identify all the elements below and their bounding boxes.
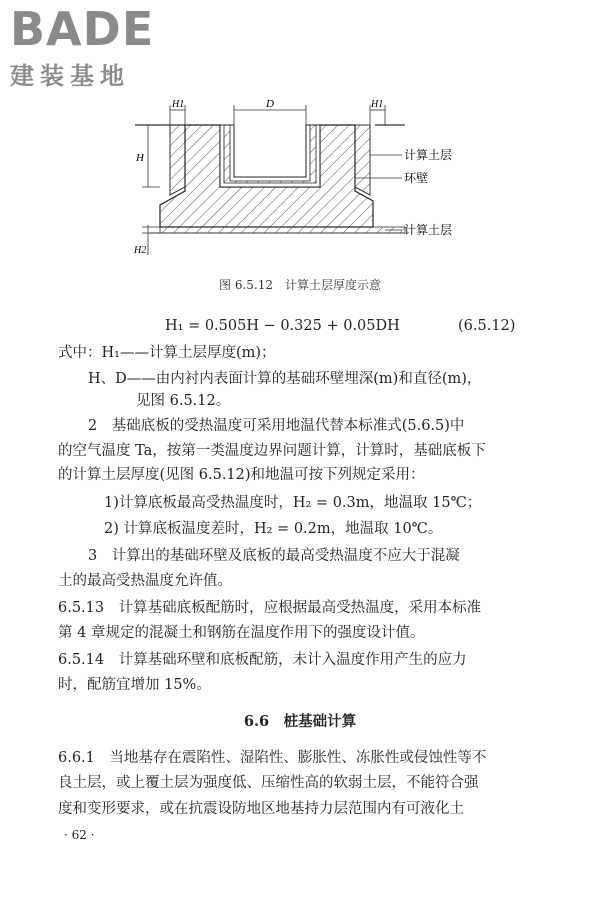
body-line: 时，配筋宜增加 15%。 bbox=[58, 677, 211, 693]
formula: H₁ = 0.505H − 0.325 + 0.05DH bbox=[165, 318, 400, 334]
body-line: 的空气温度 Ta，按第一类温度边界问题计算，计算时，基础底板下 bbox=[58, 443, 486, 459]
inner-lining bbox=[220, 125, 320, 187]
label-ring-wall: 环壁 bbox=[404, 171, 429, 185]
figure-caption: 图 6.5.12 计算土层厚度示意 bbox=[219, 278, 381, 292]
body-line: 良土层，或上覆土层为强度低、压缩性高的软弱土层，不能符合强 bbox=[58, 775, 479, 791]
body-line: 的计算土层厚度(见图 6.5.12)和地温可按下列规定采用： bbox=[58, 467, 425, 483]
label-h2: H2 bbox=[134, 245, 147, 256]
body-line: 2) 计算底板温度差时，H₂ = 0.2m，地温取 10℃。 bbox=[104, 521, 443, 537]
body-line: 2 基础底板的受热温度可采用地温代替本标准式(5.6.5)中 bbox=[88, 418, 465, 434]
body-line: 1)计算底板最高受热温度时，H₂ = 0.3m，地温取 15℃； bbox=[104, 495, 482, 511]
label-h: H bbox=[136, 152, 144, 164]
logo-latin: BADE bbox=[10, 2, 155, 56]
label-h1-right: H1 bbox=[371, 99, 384, 110]
calc-soil-right bbox=[355, 125, 370, 195]
foundation-figure bbox=[130, 95, 470, 265]
body-line: 度和变形要求，或在抗震设防地区地基持力层范围内有可液化土 bbox=[58, 801, 464, 817]
logo-chinese: 建装基地 bbox=[10, 62, 130, 90]
body-line: 6.5.13 计算基础底板配筋时，应根据最高受热温度，采用本标准 bbox=[58, 600, 482, 616]
body-line: 6.5.14 计算基础环壁和底板配筋，未计入温度作用产生的应力 bbox=[58, 652, 467, 668]
body-line: 土的最高受热温度允许值。 bbox=[58, 573, 232, 589]
calc-soil-left bbox=[170, 125, 185, 195]
calc-soil-bottom bbox=[160, 227, 405, 233]
body-line: 第 4 章规定的混凝土和钢筋在温度作用下的强度设计值。 bbox=[58, 625, 425, 641]
body-line: 6.6.1 当地基存在震陷性、湿陷性、膨胀性、冻胀性或侵蚀性等不 bbox=[58, 750, 487, 766]
body-line: 3 计算出的基础环壁及底板的最高受热温度不应大于混凝 bbox=[88, 548, 460, 564]
label-h1-left: H1 bbox=[172, 99, 185, 110]
label-d: D bbox=[266, 98, 274, 110]
label-calc-layer-bottom: 计算土层 bbox=[404, 223, 453, 237]
formula-number: (6.5.12) bbox=[458, 318, 516, 334]
logo bbox=[10, 2, 155, 91]
ring-wall-body bbox=[160, 125, 373, 227]
section-heading: 6.6 桩基础计算 bbox=[243, 713, 357, 730]
body-line: 式中：H₁——计算土层厚度(m)； bbox=[58, 345, 276, 361]
body-line: 见图 6.5.12。 bbox=[136, 393, 231, 409]
page-number: · 62 · bbox=[64, 828, 95, 842]
label-calc-layer-top: 计算土层 bbox=[404, 148, 453, 162]
body-line: H、D——由内衬内表面计算的基础环壁埋深(m)和直径(m)， bbox=[88, 371, 482, 387]
